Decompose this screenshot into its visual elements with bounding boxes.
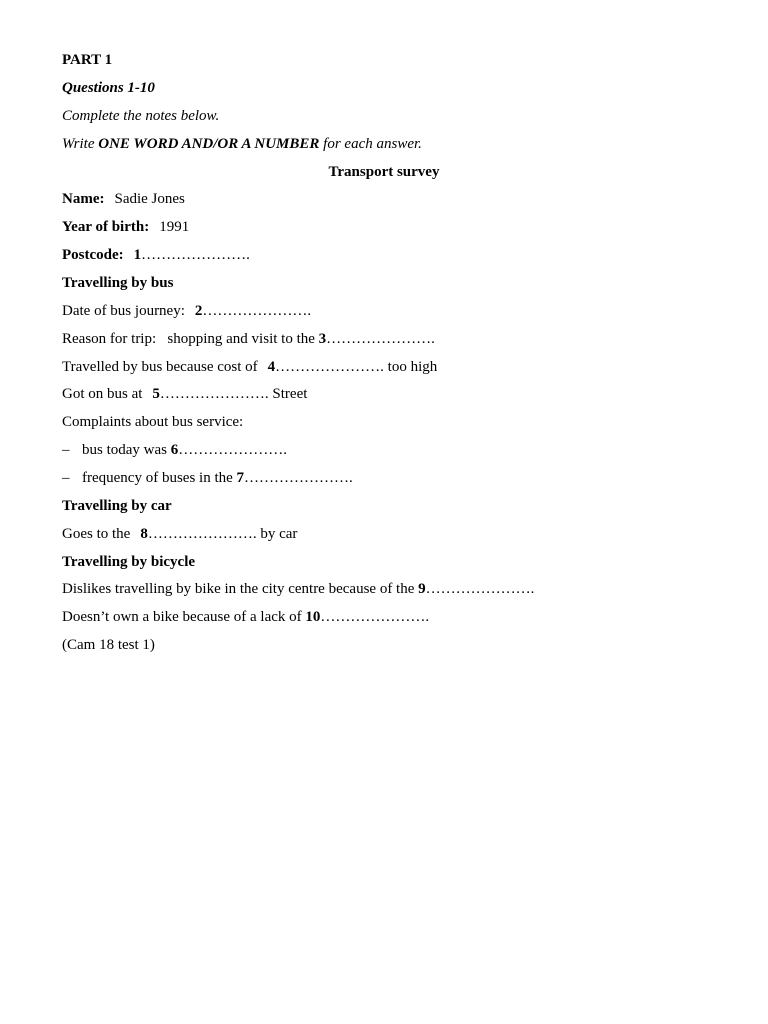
name-label: Name: — [62, 191, 105, 207]
bicycle-dislikes-row — [62, 580, 534, 598]
postcode-label: Postcode: — [62, 247, 124, 263]
write-bold: ONE WORD AND/OR A NUMBER — [98, 136, 320, 152]
question-number-1: 1 — [133, 247, 142, 263]
bicycle-heading: Travelling by bicycle — [62, 554, 196, 570]
bus-cost-suffix: too high — [383, 359, 438, 375]
answer-blank-8: …………………. — [147, 526, 257, 542]
answer-blank-9: …………………. — [425, 581, 535, 597]
birth-label: Year of birth: — [62, 219, 150, 235]
bus-goton-text: Got on bus at — [62, 386, 143, 402]
bus-complaints-heading: Complaints about bus service: — [62, 414, 244, 430]
name-value: Sadie Jones — [114, 191, 185, 207]
bus-goton-suffix: Street — [268, 386, 308, 402]
bus-date-text: Date of bus journey: — [62, 303, 185, 319]
write-instruction — [62, 135, 422, 153]
question-number-10: 10 — [305, 609, 321, 625]
answer-blank-5: …………………. — [159, 386, 269, 402]
car-goes-row — [62, 525, 297, 543]
bus-cost-text: Travelled by bus because cost of — [62, 359, 258, 375]
complaint-item-1 — [62, 441, 287, 459]
answer-blank-1: …………………. — [141, 247, 250, 263]
birth-value: 1991 — [159, 219, 190, 235]
question-number-5: 5 — [152, 386, 160, 402]
complaint-item-2 — [62, 469, 353, 487]
bicycle-dislikes-text: Dislikes travelling by bike in the city centre because of the — [62, 581, 419, 597]
question-number-6: 6 — [170, 442, 179, 458]
bus-date-row — [62, 302, 311, 320]
complaint-1-text: bus today was — [82, 442, 171, 458]
answer-blank-3: …………………. — [326, 331, 435, 347]
questions-range: Questions 1-10 — [62, 80, 155, 96]
car-goes-text: Goes to the — [62, 526, 131, 542]
answer-blank-4: …………………. — [275, 359, 384, 375]
bus-reason-text: Reason for trip: shopping and visit to the — [62, 331, 319, 347]
question-number-8: 8 — [140, 526, 148, 542]
list-dash: – — [62, 470, 70, 486]
answer-blank-10: …………………. — [320, 609, 430, 625]
instruction-text: Complete the notes below. — [62, 108, 220, 124]
list-dash: – — [62, 442, 70, 458]
postcode-row — [62, 246, 250, 264]
source-note: (Cam 18 test 1) — [62, 637, 155, 653]
birth-row — [62, 218, 189, 236]
answer-blank-2: …………………. — [202, 303, 312, 319]
car-goes-suffix: by car — [256, 526, 298, 542]
question-number-3: 3 — [318, 331, 327, 347]
question-number-4: 4 — [267, 359, 276, 375]
part-heading: PART 1 — [62, 52, 113, 68]
write-suffix: for each answer. — [319, 136, 422, 152]
question-number-7: 7 — [236, 470, 245, 486]
answer-blank-6: …………………. — [178, 442, 287, 458]
bicycle-own-row — [62, 608, 429, 626]
answer-blank-7: …………………. — [244, 470, 353, 486]
bus-cost-row — [62, 358, 437, 376]
question-number-2: 2 — [194, 303, 203, 319]
name-row — [62, 190, 185, 208]
complaint-2-text: frequency of buses in the — [82, 470, 237, 486]
write-prefix: Write — [62, 136, 99, 152]
form-title: Transport survey — [328, 164, 440, 180]
bus-goton-row — [62, 385, 307, 403]
question-number-9: 9 — [418, 581, 426, 597]
bicycle-own-text: Doesn’t own a bike because of a lack of — [62, 609, 306, 625]
bus-reason-row — [62, 330, 435, 348]
car-heading: Travelling by car — [62, 498, 172, 514]
bus-heading: Travelling by bus — [62, 275, 174, 291]
